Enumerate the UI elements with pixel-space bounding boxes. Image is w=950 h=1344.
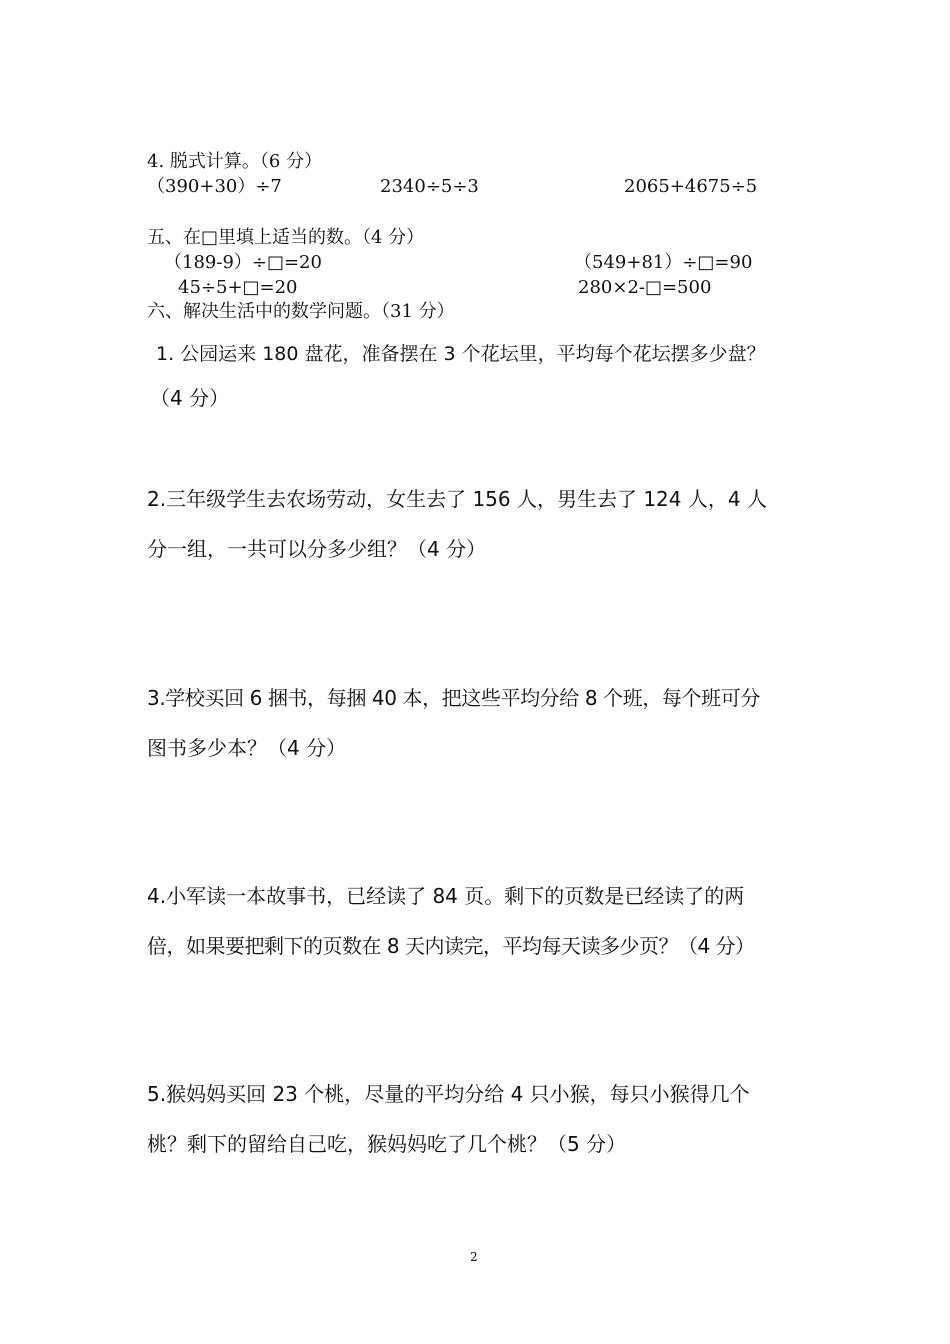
section4-title: 4. 脱式计算。（6 分） bbox=[147, 151, 323, 172]
problem-4-line1: 4.小军读一本故事书，已经读了 84 页。剩下的页数是已经读了的两 bbox=[147, 884, 745, 908]
section6-title: 六、解决生活中的数学问题。（31 分） bbox=[147, 301, 455, 322]
calc-item-1: （390+30）÷7 bbox=[147, 176, 282, 197]
problem-3-line2: 图书多少本？（4 分） bbox=[147, 736, 347, 760]
fill-item-4: 280×2-□=500 bbox=[578, 277, 712, 298]
calc-item-3: 2065+4675÷5 bbox=[624, 176, 758, 197]
problem-2-line1: 2.三年级学生去农场劳动，女生去了 156 人，男生去了 124 人，4 人 bbox=[147, 487, 767, 511]
page-number: 2 bbox=[470, 1250, 478, 1264]
problem-1-line2: （4 分） bbox=[150, 386, 230, 410]
problem-5-line2: 桃？剩下的留给自己吃，猴妈妈吃了几个桃？（5 分） bbox=[147, 1132, 627, 1156]
fill-item-2: （549+81）÷□=90 bbox=[574, 252, 753, 273]
calc-item-2: 2340÷5÷3 bbox=[380, 176, 479, 197]
problem-2-line2: 分一组，一共可以分多少组？（4 分） bbox=[147, 537, 487, 561]
section5-title: 五、在□里填上适当的数。（4 分） bbox=[147, 227, 425, 248]
problem-1-line1: 1. 公园运来 180 盘花，准备摆在 3 个花坛里，平均每个花坛摆多少盘？ bbox=[156, 343, 766, 365]
problem-5-line1: 5.猴妈妈买回 23 个桃，尽量的平均分给 4 只小猴，每只小猴得几个 bbox=[147, 1082, 750, 1106]
fill-item-1: （189-9）÷□=20 bbox=[164, 252, 322, 273]
fill-item-3: 45÷5+□=20 bbox=[178, 277, 298, 298]
problem-4-line2: 倍，如果要把剩下的页数在 8 天内读完，平均每天读多少页？（4 分） bbox=[147, 934, 755, 958]
problem-3-line1: 3.学校买回 6 捆书，每捆 40 本，把这些平均分给 8 个班，每个班可分 bbox=[147, 686, 760, 710]
